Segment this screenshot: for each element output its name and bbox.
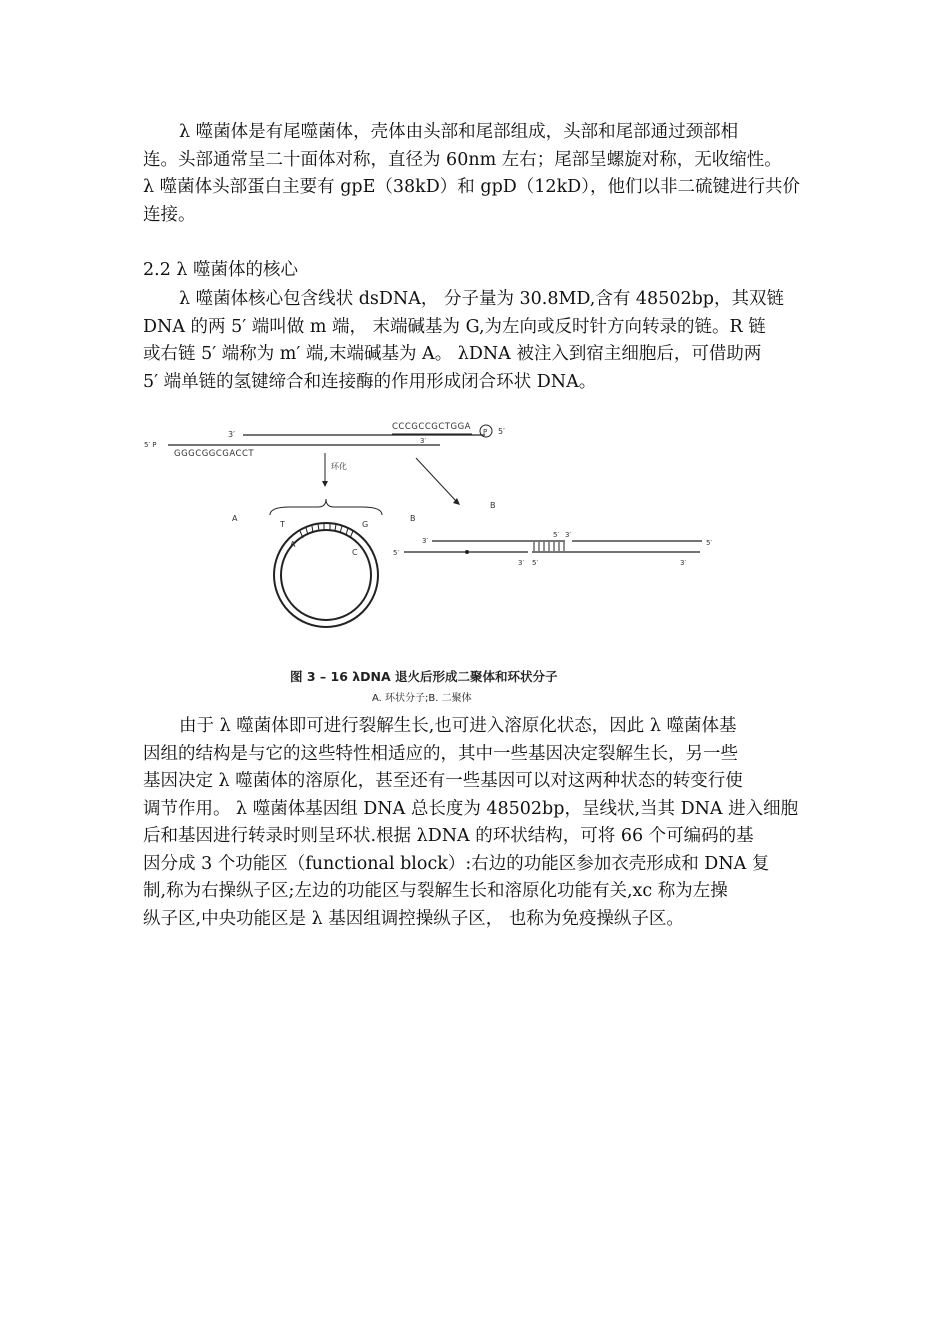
dimer-dot — [465, 550, 469, 554]
lifecycle-line: 因分成 3 个功能区（functional block）:右边的功能区参加衣壳形成和 DNA 复 — [143, 853, 770, 874]
dimer-3prime-left: 3′ — [422, 537, 429, 545]
dimer-5prime-right: 5′ — [706, 539, 713, 547]
dimer-hydrogen-bonds — [534, 542, 564, 551]
cyclize-arrow-head — [322, 481, 328, 487]
phosphate-label: P — [483, 428, 488, 436]
left-5prime-label: 5′ P — [144, 441, 157, 449]
top-strand-3prime-label: 3′ — [228, 430, 235, 439]
base-t-label: T — [280, 520, 285, 529]
figure-label-b-upper: B — [490, 501, 496, 510]
dimer-5prime-left: 5′ — [393, 549, 400, 557]
core-paragraph — [143, 286, 815, 396]
core-line: 5′ 端单链的氢键缔合和连接酶的作用形成闭合环状 DNA。 — [143, 371, 597, 392]
dimer-3prime-bottom: 3′ — [518, 559, 525, 567]
core-line: 或右链 5′ 端称为 m′ 端,末端碱基为 A。 λDNA 被注入到宿主细胞后，可借助两 — [143, 344, 762, 364]
base-g-label: G — [362, 520, 369, 529]
cyclize-label: 环化 — [331, 462, 347, 471]
intro-line: 连。头部通常呈二十面体对称，直径为 60nm 左右；尾部呈螺旋对称，无收缩性。 — [143, 149, 782, 170]
dimer-5prime-mid: 5′ — [553, 531, 560, 539]
lifecycle-line: 因组的结构是与它的这些特性相适应的，其中一些基因决定裂解生长，另一些 — [143, 743, 738, 764]
intro-line: λ 噬菌体是有尾噬菌体，壳体由头部和尾部组成，头部和尾部通过颈部相 — [179, 122, 739, 142]
lifecycle-line: 纵子区,中央功能区是 λ 基因组调控操纵子区， 也称为免疫操纵子区。 — [143, 908, 684, 929]
figure-caption: 图 3 – 16 λDNA 退火后形成二聚体和环状分子 — [290, 669, 558, 684]
lifecycle-line: 由于 λ 噬菌体即可进行裂解生长,也可进入溶原化状态，因此 λ 噬菌体基 — [179, 716, 737, 736]
top-5prime-label: 5′ — [498, 427, 505, 436]
figure-subcaption: A. 环状分子;B. 二聚体 — [372, 693, 472, 704]
intro-paragraph — [143, 119, 815, 229]
lifecycle-line: 基因决定 λ 噬菌体的溶原化，甚至还有一些基因可以对这两种状态的转变行使 — [143, 771, 743, 791]
bottom-sequence: GGGCGGCGACCT — [174, 449, 255, 459]
circular-dna-outer — [274, 523, 378, 627]
brace — [270, 499, 382, 515]
core-line: DNA 的两 5′ 端叫做 m 端， 末端碱基为 G,为左向或反时针方向转录的链。R 链 — [143, 316, 766, 337]
dimer-arrow — [416, 458, 456, 501]
base-a-label: A — [290, 540, 296, 549]
section-heading: 2.2 λ 噬菌体的核心 — [143, 260, 299, 280]
dimer-3prime-mid: 3′ — [565, 531, 572, 539]
lambda-dna-figure — [140, 415, 740, 655]
lifecycle-paragraph — [143, 713, 815, 933]
base-c-label: C — [352, 548, 358, 557]
figure-label-a: A — [232, 514, 238, 523]
top-sequence: CCCGCCGCTGGA — [392, 422, 471, 432]
dimer-3prime-bottom-right: 3′ — [680, 559, 687, 567]
intro-line: λ 噬菌体头部蛋白主要有 gpE（38kD）和 gpD（12kD），他们以非二硫键进行共价 — [143, 177, 800, 197]
bottom-3prime-label: 3′ — [420, 437, 427, 445]
figure-label-b: B — [410, 514, 416, 523]
lifecycle-line: 后和基因进行转录时则呈环状.根据 λDNA 的环状结构，可将 66 个可编码的基 — [143, 826, 754, 846]
dimer-5prime-bottom: 5′ — [532, 559, 539, 567]
lifecycle-line: 调节作用。 λ 噬菌体基因组 DNA 总长度为 48502bp，呈线状,当其 DNA 进入细胞 — [143, 798, 799, 819]
lifecycle-line: 制,称为右操纵子区;左边的功能区与裂解生长和溶原化功能有关,xc 称为左操 — [143, 881, 728, 901]
core-line: λ 噬菌体核心包含线状 dsDNA， 分子量为 30.8MD,含有 48502bp，其双链 — [179, 289, 784, 309]
intro-line: 连接。 — [143, 204, 196, 225]
